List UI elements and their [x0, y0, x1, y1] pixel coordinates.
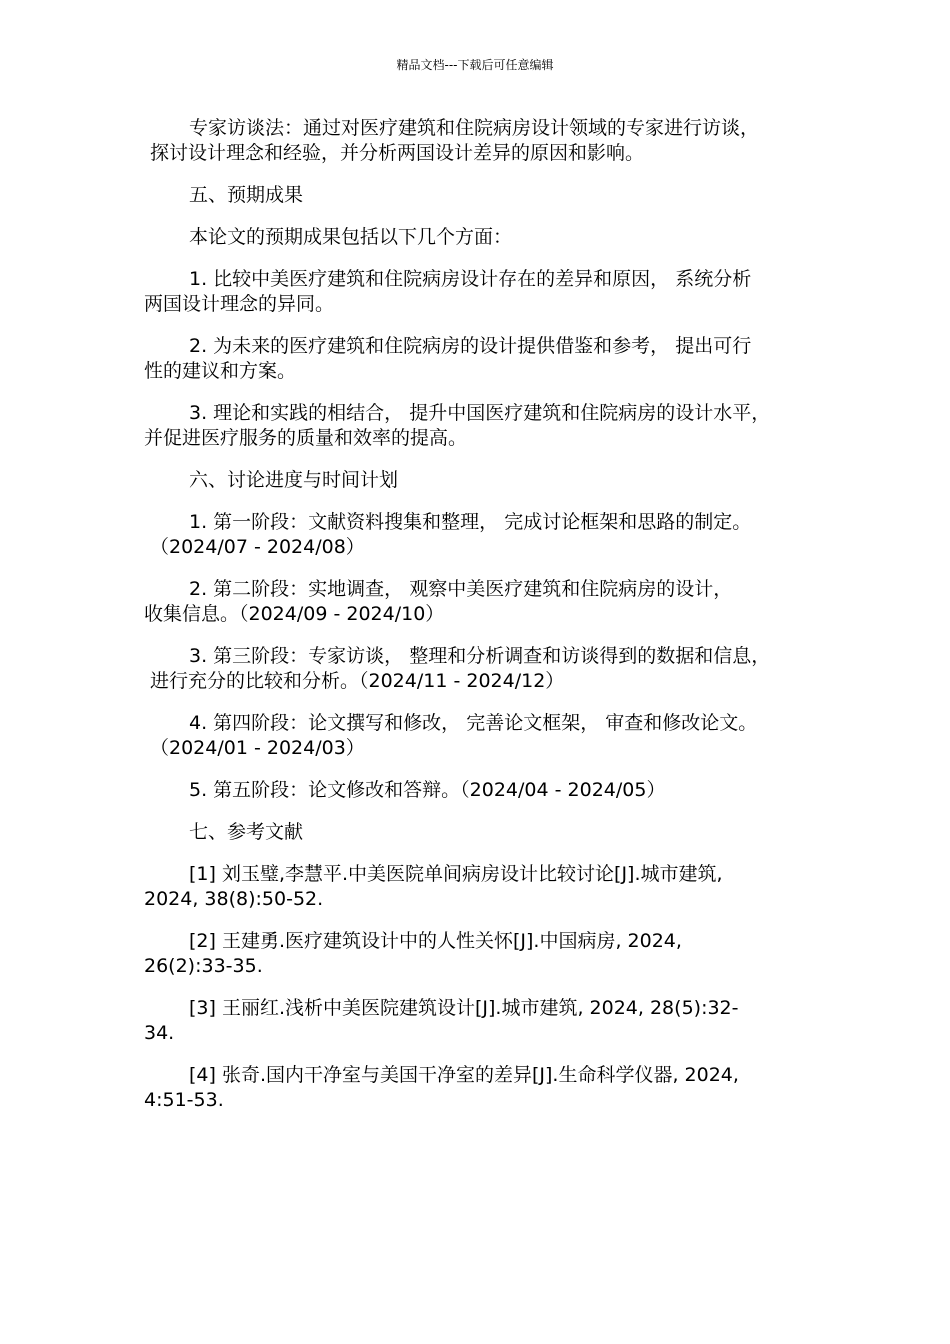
list-item-stage-4	[144, 711, 819, 761]
list-item-result-3	[144, 401, 819, 451]
paragraph-line: 1. 比较中美医疗建筑和住院病房设计存在的差异和原因， 系统分析	[189, 268, 752, 290]
list-item-result-2	[144, 334, 819, 384]
list-item-stage-2	[144, 577, 819, 627]
reference-item-4	[144, 1063, 819, 1113]
paragraph-line: 探讨设计理念和经验，并分析两国设计差异的原因和影响。	[150, 142, 645, 164]
reference-item-2	[144, 929, 819, 979]
heading-text: 七、参考文献	[189, 821, 304, 843]
paragraph-line: （2024/07 - 2024/08）	[150, 536, 365, 558]
paragraph-line: [1] 刘玉璧,李慧平.中美医院单间病房设计比较讨论[J].城市建筑,	[189, 863, 723, 885]
paragraph-line: 34.	[144, 1022, 175, 1044]
paragraph-line: 专家访谈法：通过对医疗建筑和住院病房设计领域的专家进行访谈，	[189, 117, 760, 139]
paragraph-line: [3] 王丽红.浅析中美医院建筑设计[J].城市建筑, 2024, 28(5):32-	[189, 997, 739, 1019]
list-item-result-1	[144, 267, 819, 317]
paragraph-line: [4] 张奇.国内干净室与美国干净室的差异[J].生命科学仪器, 2024,	[189, 1064, 739, 1086]
paragraph-line: （2024/01 - 2024/03）	[150, 737, 365, 759]
section-heading-expected-results	[144, 183, 819, 208]
section-heading-schedule	[144, 468, 819, 493]
paragraph-line: 4. 第四阶段：论文撰写和修改， 完善论文框架， 审查和修改论文。	[189, 712, 758, 734]
paragraph-line: 3. 理论和实践的相结合， 提升中国医疗建筑和住院病房的设计水平，	[189, 402, 771, 424]
list-item-stage-1	[144, 510, 819, 560]
paragraph-line: 收集信息。（2024/09 - 2024/10）	[144, 603, 445, 625]
paragraph-line: 5. 第五阶段：论文修改和答辩。（2024/04 - 2024/05）	[189, 779, 666, 801]
list-item-stage-5	[144, 778, 819, 803]
paragraph-line: 2. 第二阶段：实地调查， 观察中美医疗建筑和住院病房的设计，	[189, 578, 733, 600]
paragraph-line: 26(2):33-35.	[144, 955, 263, 977]
paragraph-line: 性的建议和方案。	[144, 360, 297, 382]
paragraph-line: 3. 第三阶段：专家访谈， 整理和分析调查和访谈得到的数据和信息，	[189, 645, 771, 667]
paragraph-results-intro	[144, 225, 819, 250]
paragraph-line: [2] 王建勇.医疗建筑设计中的人性关怀[J].中国病房, 2024,	[189, 930, 682, 952]
paragraph-line: 1. 第一阶段：文献资料搜集和整理， 完成讨论框架和思路的制定。	[189, 511, 752, 533]
paragraph-line: 两国设计理念的异同。	[144, 293, 335, 315]
paragraph-line: 2. 为未来的医疗建筑和住院病房的设计提供借鉴和参考， 提出可行	[189, 335, 752, 357]
paragraph-expert-interview	[144, 116, 819, 166]
heading-text: 六、讨论进度与时间计划	[189, 469, 399, 491]
paragraph-line: 进行充分的比较和分析。（2024/11 - 2024/12）	[150, 670, 565, 692]
paragraph-line: 并促进医疗服务的质量和效率的提高。	[144, 427, 468, 449]
reference-item-3	[144, 996, 819, 1046]
list-item-stage-3	[144, 644, 819, 694]
page-header: 精品文档---下载后可任意编辑	[396, 58, 554, 72]
reference-item-1	[144, 862, 819, 912]
heading-text: 五、预期成果	[189, 184, 304, 206]
section-heading-references	[144, 820, 819, 845]
document-body	[144, 116, 819, 1130]
paragraph-line: 2024, 38(8):50-52.	[144, 888, 324, 910]
paragraph-line: 4:51-53.	[144, 1089, 224, 1111]
paragraph-line: 本论文的预期成果包括以下几个方面：	[189, 226, 513, 248]
